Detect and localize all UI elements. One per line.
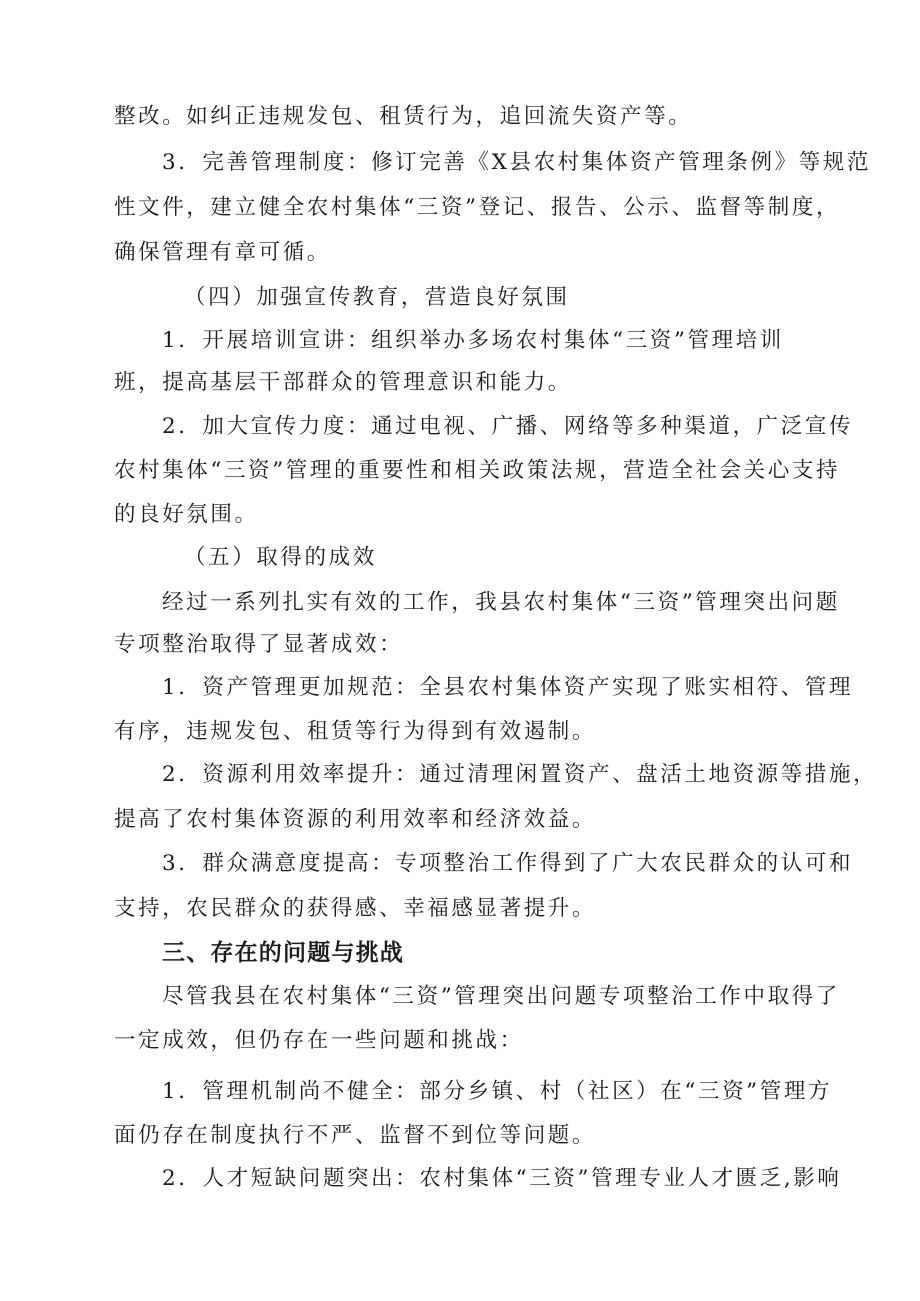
body-line: 性文件，建立健全农村集体“三资”登记、报告、公示、监督等制度， bbox=[114, 195, 841, 220]
body-line: 尽管我县在农村集体“三资”管理突出问题专项整治工作中取得了 bbox=[162, 984, 840, 1009]
body-line: 的良好氛围。 bbox=[114, 502, 259, 527]
body-line: 专项整治取得了显著成效： bbox=[114, 632, 404, 657]
body-line: 农村集体“三资”管理的重要性和相关政策法规，营造全社会关心支持 bbox=[114, 458, 841, 483]
section-heading: 三、存在的问题与挑战 bbox=[162, 940, 404, 966]
body-line: 提高了农村集体资源的利用效率和经济效益。 bbox=[114, 807, 597, 832]
list-item-line: 3．群众满意度提高：专项整治工作得到了广大农民群众的认可和 bbox=[162, 851, 854, 876]
body-line: 一定成效，但仍存在一些问题和挑战： bbox=[114, 1028, 524, 1053]
section-subheading: （四）加强宣传教育，营造良好氛围 bbox=[184, 285, 570, 310]
list-item-line: 3．完善管理制度：修订完善《X县农村集体资产管理条例》等规范 bbox=[162, 150, 871, 175]
section-subheading: （五）取得的成效 bbox=[184, 545, 377, 570]
body-line: 确保管理有章可循。 bbox=[114, 240, 331, 265]
body-line: 整改。如纠正违规发包、租赁行为，追回流失资产等。 bbox=[114, 104, 693, 129]
list-item-line: 2．加大宣传力度：通过电视、广播、网络等多种渠道，广泛宣传 bbox=[162, 414, 854, 439]
body-line: 有序，违规发包、租赁等行为得到有效遏制。 bbox=[114, 719, 597, 744]
list-item-line: 2．资源利用效率提升：通过清理闲置资产、盘活土地资源等措施， bbox=[162, 762, 878, 787]
body-line: 支持，农民群众的获得感、幸福感显著提升。 bbox=[114, 896, 597, 921]
list-item-line: 1．管理机制尚不健全：部分乡镇、村（社区）在“三资”管理方 bbox=[162, 1079, 833, 1104]
body-line: 班，提高基层干部群众的管理意识和能力。 bbox=[114, 370, 572, 395]
body-line: 面仍存在制度执行不严、监督不到位等问题。 bbox=[114, 1123, 597, 1148]
list-item-line: 2．人才短缺问题突出：农村集体“三资”管理专业人才匮乏,影响 bbox=[162, 1166, 842, 1191]
body-line: 经过一系列扎实有效的工作，我县农村集体“三资”管理突出问题 bbox=[162, 590, 840, 615]
list-item-line: 1．资产管理更加规范：全县农村集体资产实现了账实相符、管理 bbox=[162, 675, 854, 700]
list-item-line: 1．开展培训宣讲：组织举办多场农村集体“三资”管理培训 bbox=[162, 328, 784, 353]
